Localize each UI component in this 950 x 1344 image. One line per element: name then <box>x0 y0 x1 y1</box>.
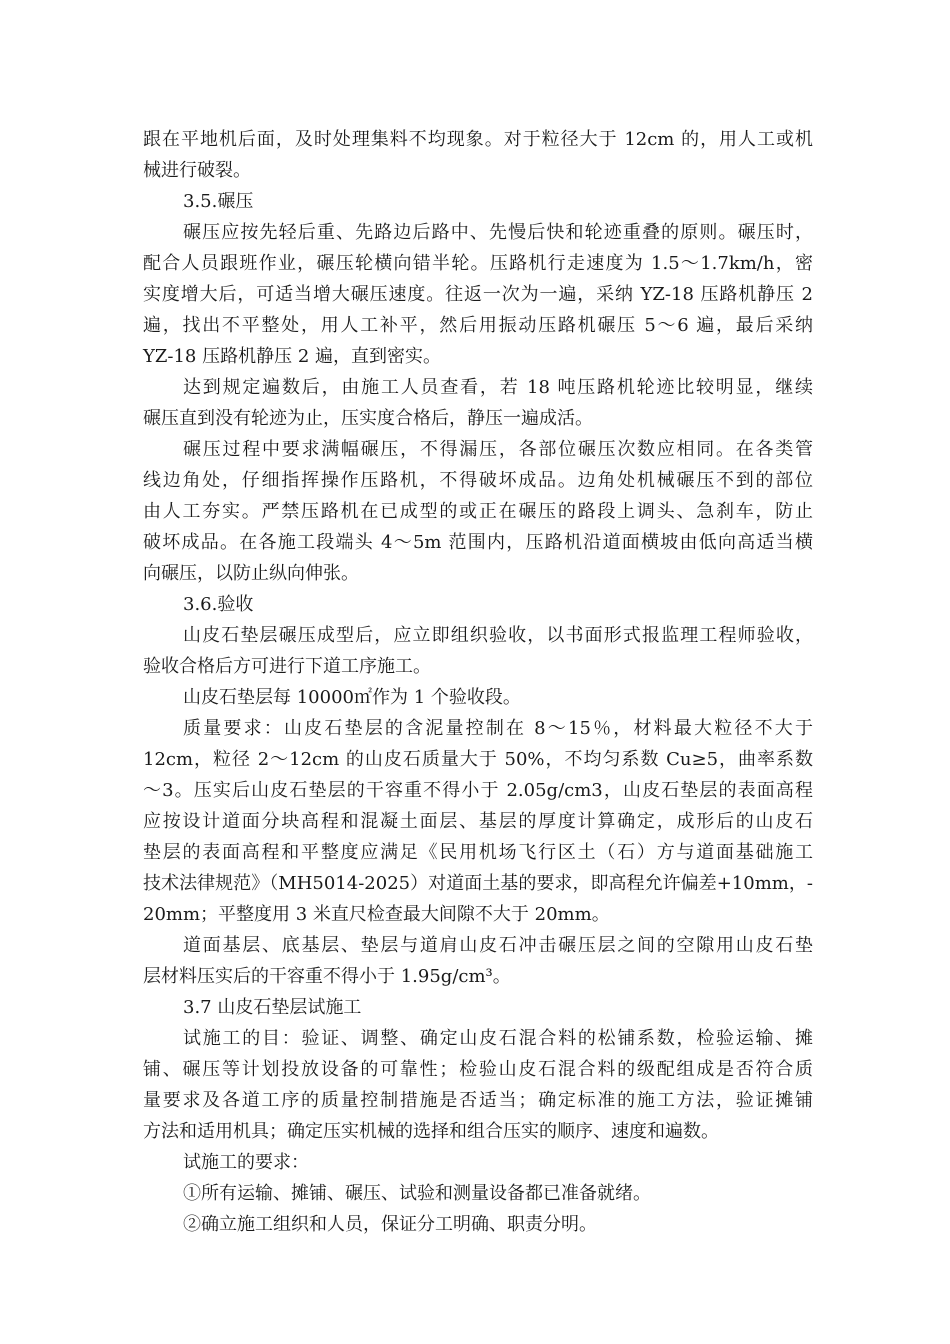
text-line: 12cm，粒径 2～12cm 的山皮石质量大于 50%，不均匀系数 Cu≥5，曲率系数 <box>143 749 813 770</box>
text-line: 量要求及各道工序的质量控制措施是否适当；确定标准的施工方法，验证摊铺 <box>143 1090 813 1111</box>
text-line: ①所有运输、摊铺、碾压、试验和测量设备都已准备就绪。 <box>183 1183 651 1204</box>
text-line: 试施工的要求： <box>183 1152 309 1173</box>
text-line: 质量要求：山皮石垫层的含泥量控制在 8～15％，材料最大粒径不大于 <box>183 718 813 739</box>
text-line: 层材料压实后的干容重不得小于 1.95g/cm³。 <box>143 966 511 987</box>
text-line: 实度增大后，可适当增大碾压速度。往返一次为一遍，采纳 YZ-18 压路机静压 2 <box>143 284 813 305</box>
text-line: 线边角处，仔细指挥操作压路机，不得破坏成品。边角处机械碾压不到的部位 <box>143 470 813 491</box>
text-line: 铺、碾压等计划投放设备的可靠性；检验山皮石混合料的级配组成是否符合质 <box>143 1059 813 1080</box>
text-line: 垫层的表面高程和平整度应满足《民用机场飞行区土（石）方与道面基础施工 <box>143 842 813 863</box>
document-body <box>143 124 813 1240</box>
text-line: YZ-18 压路机静压 2 遍，直到密实。 <box>143 346 441 367</box>
text-line: 破坏成品。在各施工段端头 4～5m 范围内，压路机沿道面横坡由低向高适当横 <box>143 532 813 553</box>
text-line: 碾压过程中要求满幅碾压，不得漏压，各部位碾压次数应相同。在各类管 <box>183 439 813 460</box>
text-line: 道面基层、底基层、垫层与道肩山皮石冲击碾压层之间的空隙用山皮石垫 <box>183 935 813 956</box>
text-line: 20mm；平整度用 3 米直尺检查最大间隙不大于 20mm。 <box>143 904 610 925</box>
text-line: 技术法律规范》（MH5014-2025）对道面土基的要求，即高程允许偏差+10mm，- <box>143 873 813 894</box>
section-heading: 3.5.碾压 <box>183 191 254 212</box>
text-line: 跟在平地机后面，及时处理集料不均现象。对于粒径大于 12cm 的，用人工或机 <box>143 129 813 150</box>
text-line: ②确立施工组织和人员，保证分工明确、职责分明。 <box>183 1214 597 1235</box>
text-line: 械进行破裂。 <box>143 160 251 181</box>
text-line: 山皮石垫层碾压成型后，应立即组织验收，以书面形式报监理工程师验收， <box>183 625 813 646</box>
text-line: 遍，找出不平整处，用人工补平，然后用振动压路机碾压 5～6 遍，最后采纳 <box>143 315 813 336</box>
text-line: 验收合格后方可进行下道工序施工。 <box>143 656 431 677</box>
section-heading: 3.6.验收 <box>183 594 254 615</box>
text-line: 配合人员跟班作业，碾压轮横向错半轮。压路机行走速度为 1.5～1.7km/h，密 <box>143 253 813 274</box>
text-line: 应按设计道面分块高程和混凝土面层、基层的厚度计算确定，成形后的山皮石 <box>143 811 813 832</box>
text-line: 向碾压，以防止纵向伸张。 <box>143 563 359 584</box>
text-line: 试施工的目：验证、调整、确定山皮石混合料的松铺系数，检验运输、摊 <box>183 1028 813 1049</box>
section-heading: 3.7 山皮石垫层试施工 <box>183 997 362 1018</box>
text-line: ～3。压实后山皮石垫层的干容重不得小于 2.05g/cm3，山皮石垫层的表面高程 <box>143 780 813 801</box>
text-line: 碾压应按先轻后重、先路边后路中、先慢后快和轮迹重叠的原则。碾压时， <box>183 222 813 243</box>
text-line: 达到规定遍数后，由施工人员查看，若 18 吨压路机轮迹比较明显，继续 <box>183 377 813 398</box>
text-line: 碾压直到没有轮迹为止，压实度合格后，静压一遍成活。 <box>143 408 593 429</box>
text-line: 由人工夯实。严禁压路机在已成型的或正在碾压的路段上调头、急刹车，防止 <box>143 501 813 522</box>
text-line: 方法和适用机具；确定压实机械的选择和组合压实的顺序、速度和遍数。 <box>143 1121 719 1142</box>
text-line: 山皮石垫层每 10000㎡作为 1 个验收段。 <box>183 687 521 708</box>
